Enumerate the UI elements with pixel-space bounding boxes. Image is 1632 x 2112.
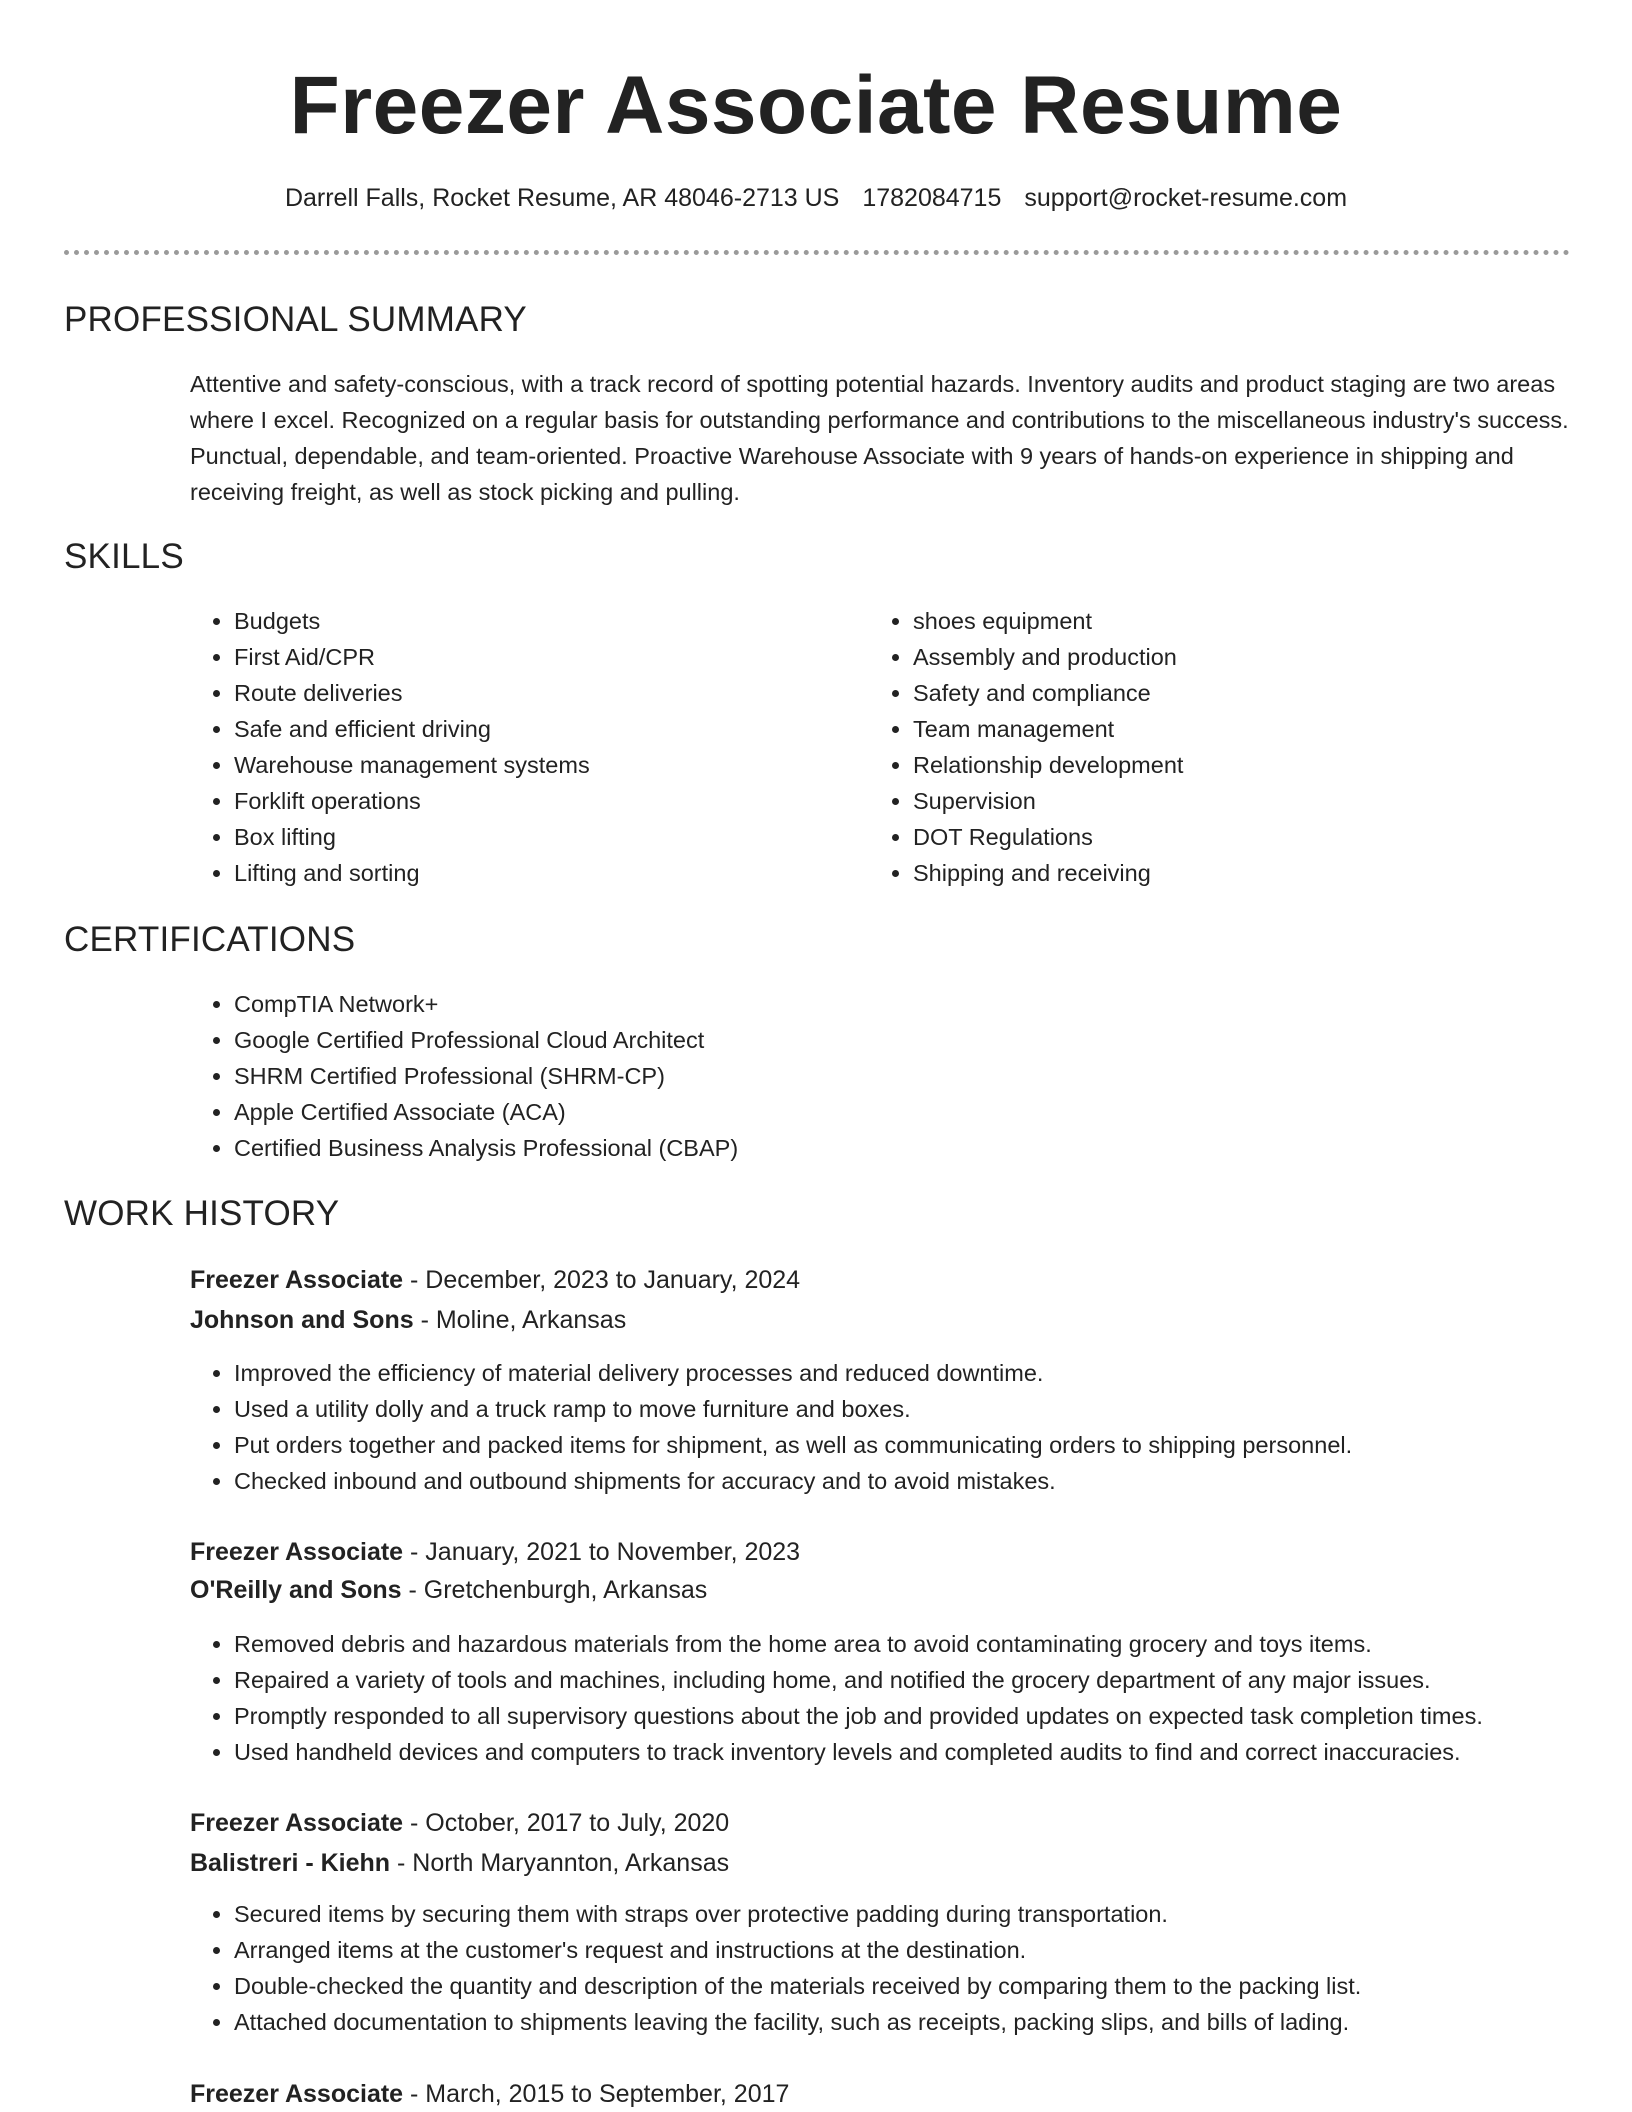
skill-item: • First Aid/CPR [234,639,854,675]
job-bullet: • Removed debris and hazardous materials from the home area to avoid contaminating grocery and toys items. [234,1626,1632,1662]
job-bullet: • Repaired a variety of tools and machines, including home, and notified the grocery department of any major issues. [234,1662,1632,1698]
job-bullet: • Arranged items at the customer's request and instructions at the destination. [234,1932,1632,1968]
job-title-line [190,1805,729,1841]
job-bullet: • Checked inbound and outbound shipments for accuracy and to avoid mistakes. [234,1463,1632,1499]
job-title: Freezer Associate [190,2080,404,2108]
job-bullet: • Double-checked the quantity and description of the materials received by comparing them to the packing list. [234,1968,1632,2004]
header-divider [64,250,1570,255]
contact-phone: 1782084715 [862,184,1002,212]
job-dates: - October, 2017 to July, 2020 [403,1809,730,1837]
skill-item: • Team management [913,711,1533,747]
job-bullets [190,1355,1632,1499]
job-company: Johnson and Sons [190,1306,414,1334]
skill-item: • Budgets [234,603,854,639]
job-dates: - January, 2021 to November, 2023 [403,1538,801,1566]
section-title-skills: SKILLS [64,537,184,576]
job-company-line [190,1302,626,1338]
job-bullet: • Used a utility dolly and a truck ramp to move furniture and boxes. [234,1391,1632,1427]
section-title-certifications: CERTIFICATIONS [64,920,356,959]
certification-item: • CompTIA Network+ [234,986,1534,1022]
section-title-summary: PROFESSIONAL SUMMARY [64,300,527,339]
contact-line [0,180,1632,216]
skill-item: • Safe and efficient driving [234,711,854,747]
skill-item: • Box lifting [234,819,854,855]
job-bullets [190,1626,1632,1770]
skill-item: • Relationship development [913,747,1533,783]
skill-item: • Warehouse management systems [234,747,854,783]
skill-item: • Lifting and sorting [234,855,854,891]
job-dates: - December, 2023 to January, 2024 [403,1266,801,1294]
certification-item: • SHRM Certified Professional (SHRM-CP) [234,1058,1534,1094]
skill-item: • shoes equipment [913,603,1533,639]
job-title-line [190,1534,800,1570]
job-bullets [190,1896,1632,2040]
skill-item: • Safety and compliance [913,675,1533,711]
contact-email: support@rocket-resume.com [1024,184,1348,212]
summary-text: Attentive and safety-conscious, with a track record of spotting potential hazards. Inventory audits and product staging are two areas where I excel. Recognized on a regular basis for outstanding performance and contributions to the miscellaneous industry's success. Punctual, dependable, and team-oriented. Proactive Warehouse Associate with 9 years of hands-on experience in shipping and receiving freight, as well as stock picking and pulling. [190,371,1569,505]
job-bullet: • Promptly responded to all supervisory questions about the job and provided updates on expected task completion times. [234,1698,1632,1734]
job-bullet: • Used handheld devices and computers to track inventory levels and completed audits to find and correct inaccuracies. [234,1734,1632,1770]
job-bullet: • Improved the efficiency of material delivery processes and reduced downtime. [234,1355,1632,1391]
skill-item: • DOT Regulations [913,819,1533,855]
skill-item: • Assembly and production [913,639,1533,675]
skill-item: • Supervision [913,783,1533,819]
certifications-list [190,986,1534,1166]
job-bullet: • Attached documentation to shipments leaving the facility, such as receipts, packing slips, and bills of lading. [234,2004,1632,2040]
job-company-line [190,1572,707,1608]
certification-item: • Apple Certified Associate (ACA) [234,1094,1534,1130]
skills-list-right [869,603,1533,891]
job-bullet: • Secured items by securing them with straps over protective padding during transportation. [234,1896,1632,1932]
job-dates: - March, 2015 to September, 2017 [403,2080,790,2108]
contact-address: Darrell Falls, Rocket Resume, AR 48046-2713 US [284,184,840,212]
job-title-line [190,1262,800,1298]
certification-item: • Google Certified Professional Cloud Architect [234,1022,1534,1058]
job-title-line [190,2076,789,2112]
job-location: - North Maryannton, Arkansas [390,1849,730,1877]
skills-list-left [190,603,854,891]
skill-item: • Route deliveries [234,675,854,711]
job-company: Balistreri - Kiehn [190,1849,391,1877]
skill-item: • Shipping and receiving [913,855,1533,891]
certification-item: • Certified Business Analysis Professional (CBAP) [234,1130,1534,1166]
skill-item: • Forklift operations [234,783,854,819]
job-bullet: • Put orders together and packed items for shipment, as well as communicating orders to shipping personnel. [234,1427,1632,1463]
job-location: - Moline, Arkansas [413,1306,627,1334]
job-company: O'Reilly and Sons [190,1576,402,1604]
job-title: Freezer Associate [190,1809,404,1837]
job-location: - Gretchenburgh, Arkansas [401,1576,708,1604]
section-title-work-history: WORK HISTORY [64,1194,340,1233]
job-title: Freezer Associate [190,1266,404,1294]
resume-title: Freezer Associate Resume [289,60,1343,151]
job-company-line [190,1845,729,1881]
job-title: Freezer Associate [190,1538,404,1566]
